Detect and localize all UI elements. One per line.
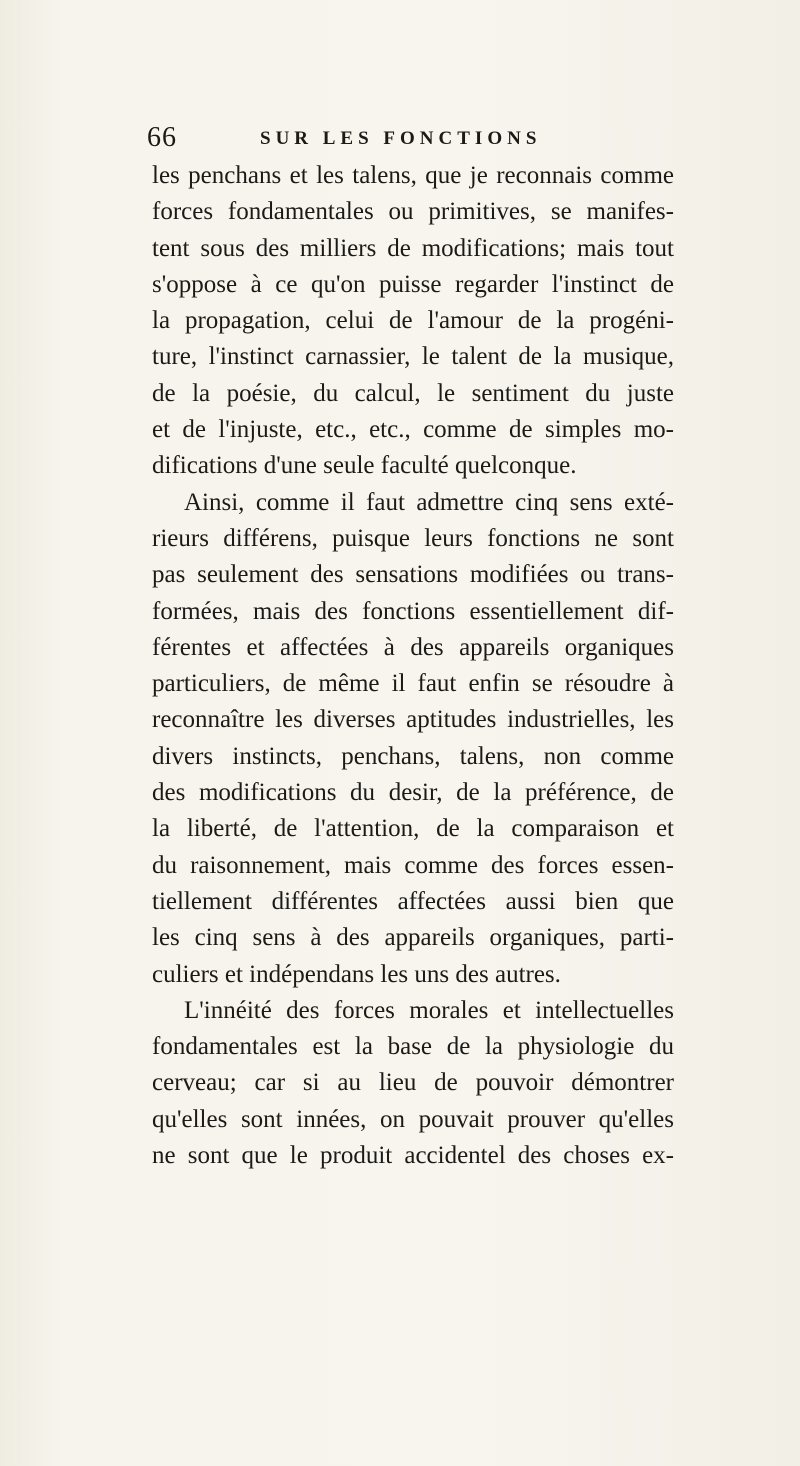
- page-header: [147, 122, 667, 162]
- text-line: reconnaître les diverses aptitudes industrielles, les: [152, 706, 674, 734]
- text-line: des modifications du desir, de la préférence, de: [152, 779, 674, 807]
- text-line: du raisonnement, mais comme des forces essen-: [152, 851, 674, 879]
- text-line: pas seulement des sensations modifiées ou trans-: [152, 561, 674, 589]
- text-line: et de l'injuste, etc., etc., comme de simples mo-: [152, 416, 674, 444]
- text-line: la propagation, celui de l'amour de la progéni-: [152, 307, 674, 335]
- text-line: difications d'une seule faculté quelconque.: [152, 452, 577, 480]
- running-head: SUR LES FONCTIONS: [260, 128, 542, 149]
- text-line: les penchans et les talens, que je reconnais comme: [152, 162, 674, 189]
- text-line: qu'elles sont innées, on pouvait prouver qu'elles: [152, 1105, 674, 1133]
- text-line: culiers et indépendans les uns des autres.: [152, 960, 561, 988]
- text-line: s'oppose à ce qu'on puisse regarder l'instinct de: [152, 270, 674, 298]
- text-line: cerveau; car si au lieu de pouvoir démontrer: [152, 1069, 674, 1097]
- text-line: Ainsi, comme il faut admettre cinq sens exté-: [184, 488, 674, 516]
- text-line: ne sont que le produit accidentel des choses ex-: [152, 1142, 674, 1170]
- text-line: rieurs différens, puisque leurs fonctions ne sont: [152, 524, 674, 552]
- text-line: L'innéité des forces morales et intellectuelles: [184, 996, 674, 1024]
- text-line: formées, mais des fonctions essentiellement dif-: [152, 597, 674, 625]
- text-line: particuliers, de même il faut enfin se résoudre à: [152, 670, 674, 698]
- text-line: tiellement différentes affectées aussi bien que: [152, 887, 674, 915]
- text-line: divers instincts, penchans, talens, non comme: [152, 742, 674, 770]
- text-line: les cinq sens à des appareils organiques, parti-: [152, 924, 674, 952]
- text-line: forces fondamentales ou primitives, se manifes-: [152, 198, 674, 226]
- text-line: fondamentales est la base de la physiologie du: [152, 1033, 674, 1061]
- text-line: férentes et affectées à des appareils organiques: [152, 633, 674, 661]
- text-line: tent sous des milliers de modifications; mais tout: [152, 234, 674, 262]
- text-line: de la poésie, du calcul, le sentiment du juste: [152, 379, 674, 407]
- body-text: [152, 158, 674, 1174]
- text-line: la liberté, de l'attention, de la comparaison et: [152, 815, 674, 843]
- text-line: ture, l'instinct carnassier, le talent de la musique,: [152, 343, 674, 371]
- page-number: 66: [147, 122, 177, 153]
